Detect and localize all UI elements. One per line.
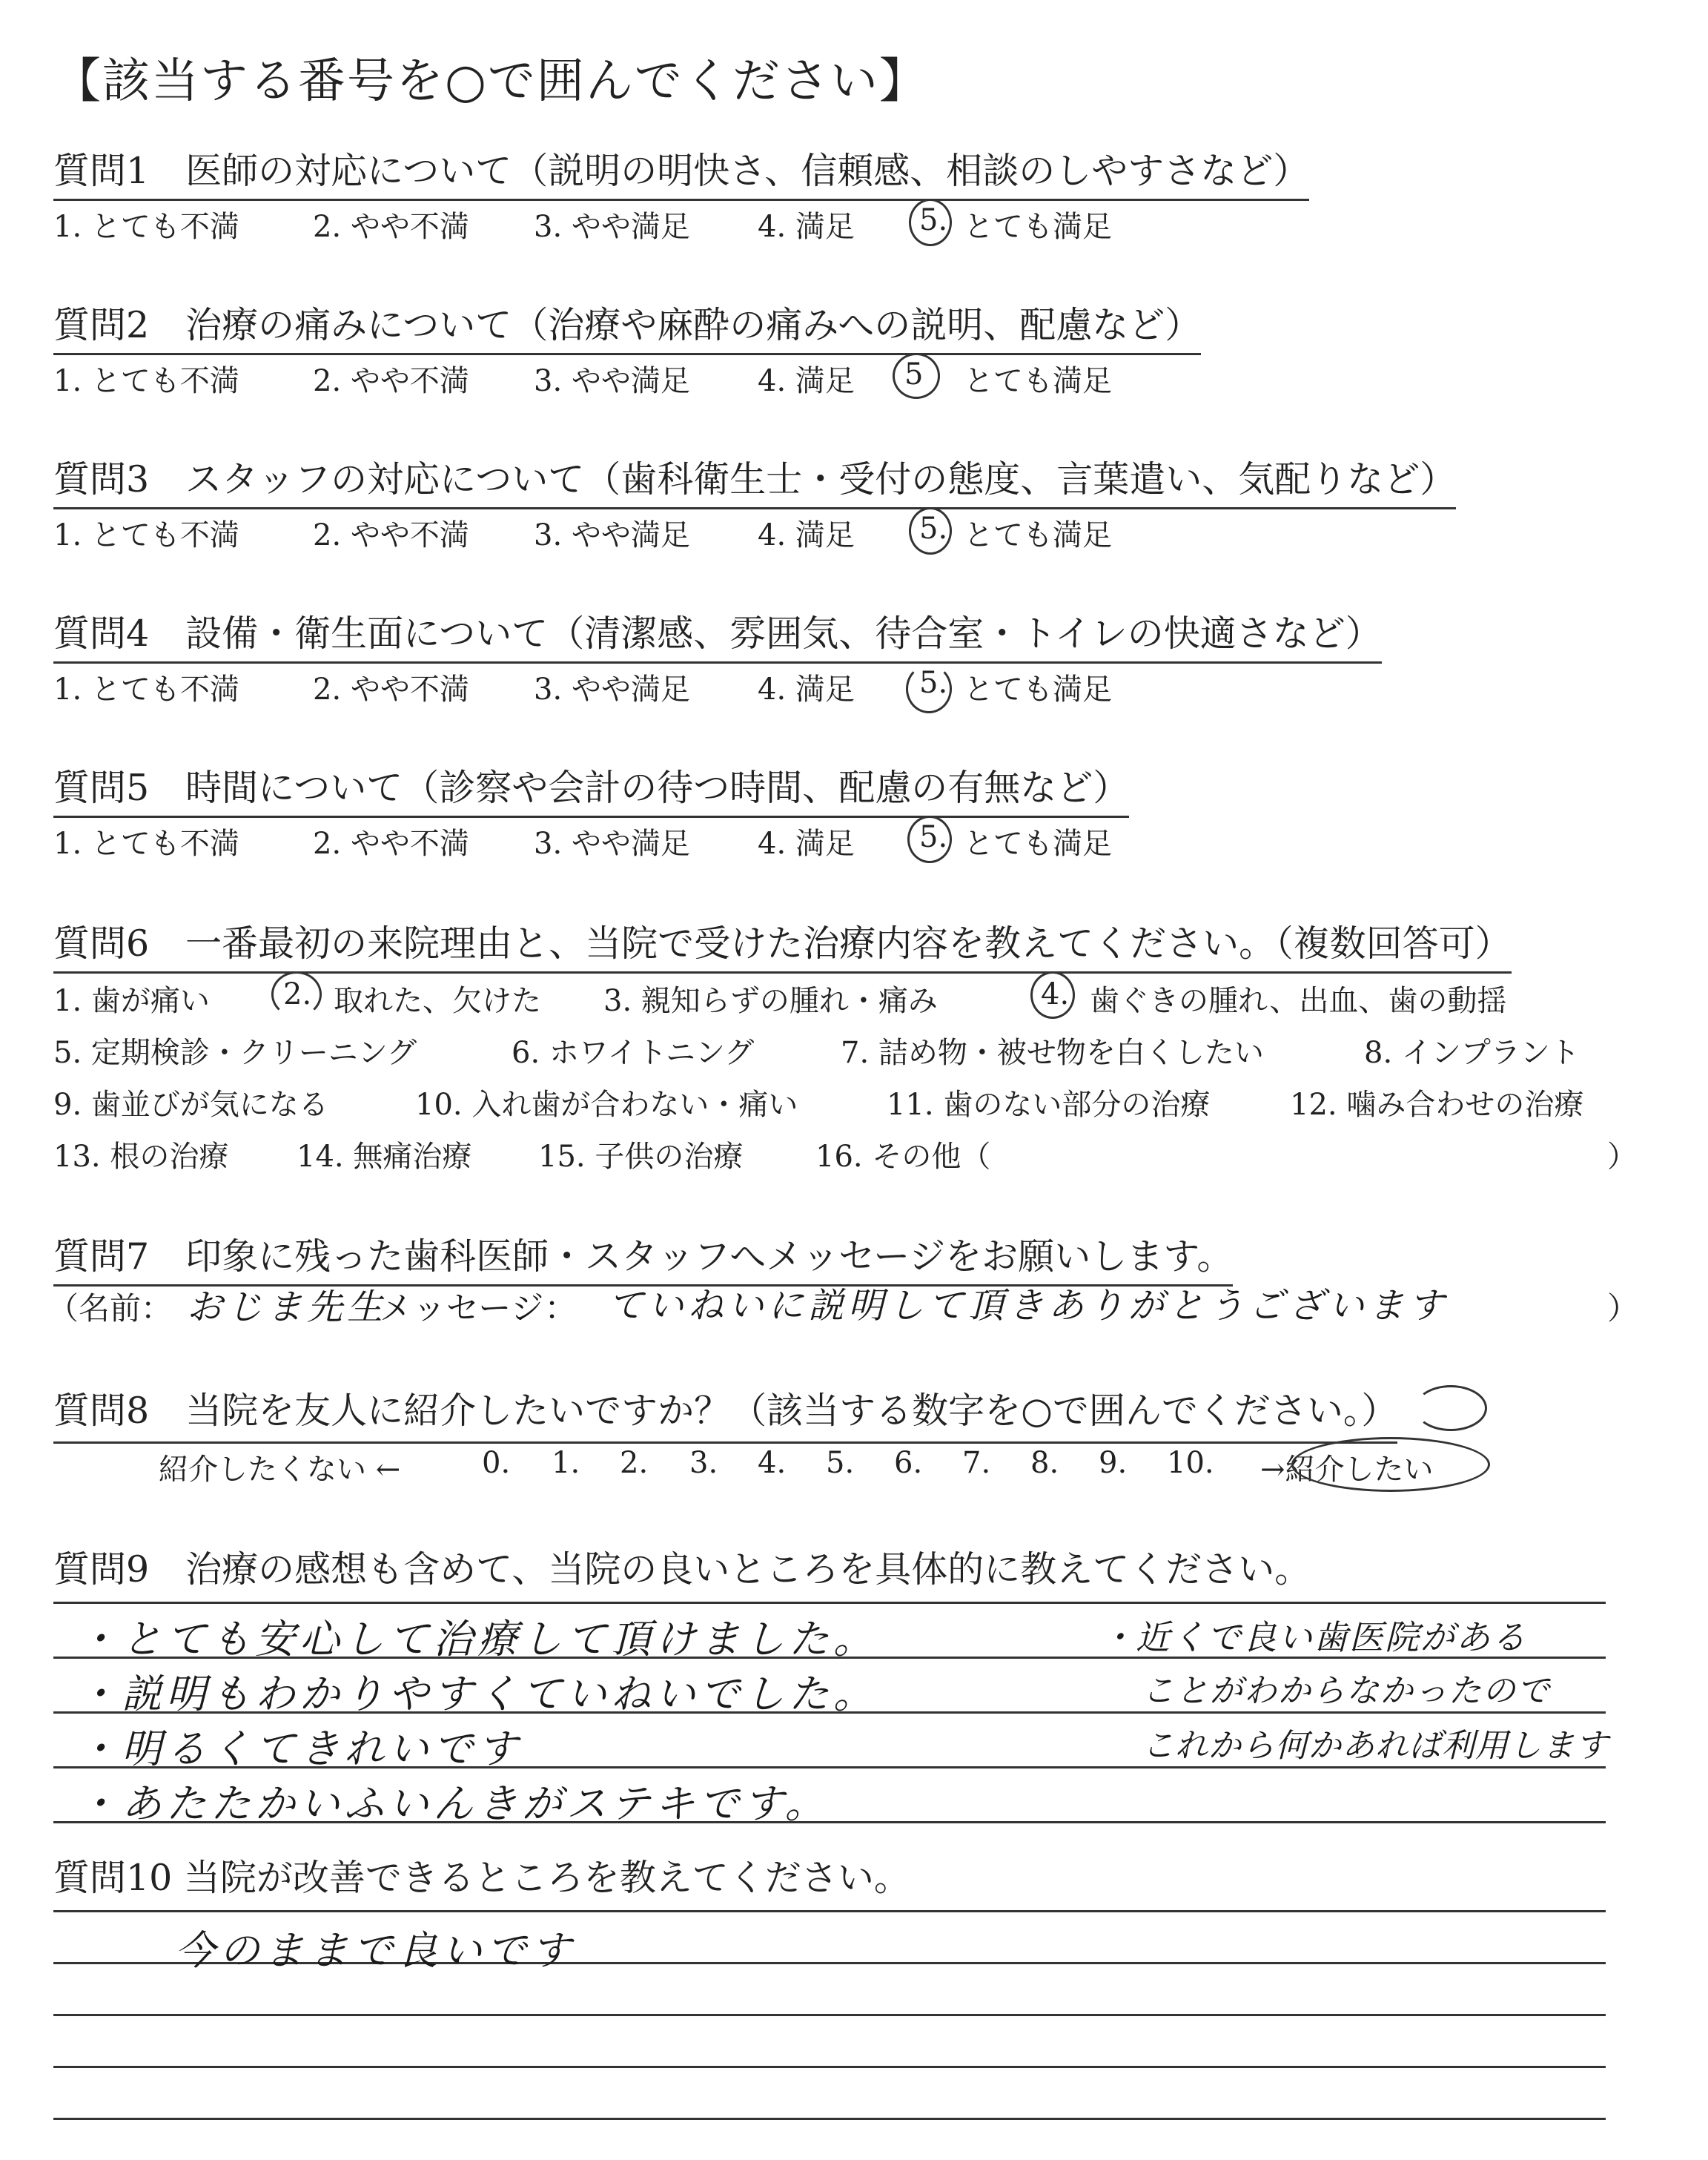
q10-line-rule-3: [53, 2014, 1606, 2016]
q6-option-2-circle: [271, 971, 322, 1017]
q6-option-3[interactable]: 3. 親知らずの腫れ・痛み: [603, 984, 938, 1018]
q5-option-5-label: とても満足: [964, 827, 1112, 861]
q8-selection-circle: [1291, 1437, 1490, 1492]
q1-option-5[interactable]: 5.: [919, 203, 948, 237]
q4-option-1[interactable]: 1. とても不満: [53, 673, 239, 707]
q6-option-9[interactable]: 9. 歯並びが気になる: [53, 1088, 328, 1122]
q3-option-5[interactable]: 5.: [919, 512, 948, 546]
q8-scale-6[interactable]: 6.: [894, 1446, 923, 1480]
q5-title: 質問5 時間について（診察や会計の待つ時間、配慮の有無など）: [53, 759, 1129, 818]
q7-message-label: メッセージ：: [380, 1289, 578, 1327]
q6-title: 質問6 一番最初の来院理由と、当院で受けた治療内容を教えてください。（複数回答可）: [53, 915, 1512, 974]
q4-option-5-label: とても満足: [964, 673, 1112, 707]
q6-option-16[interactable]: 16. その他（: [815, 1140, 991, 1174]
q1-option-5-label: とても満足: [964, 210, 1112, 244]
q7-name-value: おじま先生: [187, 1287, 388, 1328]
q4-selection-circle: [906, 664, 952, 713]
q9-answer-line-1: ・とても安心して治療して頂けました。: [77, 1616, 878, 1662]
q7-close-paren: ）: [1607, 1290, 1639, 1327]
q2-option-3[interactable]: 3. やや満足: [534, 364, 690, 398]
q3-option-1[interactable]: 1. とても不満: [53, 518, 239, 552]
q10-answer-line-1: 今のままで良いです: [175, 1927, 575, 1974]
q8-scale-8[interactable]: 8.: [1030, 1446, 1059, 1480]
q10-line-rule-4: [53, 2066, 1606, 2068]
q8-left-label: 紹介したくない ←: [159, 1453, 401, 1487]
q7-name-label: （名前：: [47, 1290, 173, 1327]
q5-option-2[interactable]: 2. やや不満: [313, 827, 469, 861]
q1-selection-circle: [909, 199, 952, 246]
q10-title: 質問10 当院が改善できるところを教えてください。: [53, 1857, 910, 1899]
q3-title: 質問3 スタッフの対応について（歯科衛生士・受付の態度、言葉遣い、気配りなど）: [53, 451, 1456, 509]
q8-scale-7[interactable]: 7.: [962, 1446, 991, 1480]
q6-option-10[interactable]: 10. 入れ歯が合わない・痛い: [415, 1088, 798, 1122]
q1-option-4[interactable]: 4. 満足: [758, 210, 855, 244]
q4-title: 質問4 設備・衛生面について（清潔感、雰囲気、待合室・トイレの快適さなど）: [53, 605, 1382, 664]
q8-title-circle-mark: [1414, 1385, 1487, 1431]
q8-scale-9[interactable]: 9.: [1099, 1446, 1128, 1480]
q6-option-6[interactable]: 6. ホワイトニング: [512, 1036, 755, 1070]
q3-selection-circle: [909, 507, 952, 555]
q6-option-5[interactable]: 5. 定期検診・クリーニング: [53, 1036, 417, 1070]
q9-side-line-1: ・近くで良い歯医院がある: [1100, 1617, 1527, 1657]
q9-side-line-3: これから何かあれば利用します: [1142, 1727, 1609, 1765]
q8-scale-0[interactable]: 0.: [482, 1446, 511, 1480]
q9-side-line-2: ことがわからなかったので: [1142, 1672, 1551, 1710]
q9-answer-line-4: ・あたたかいふいんきがステキです。: [77, 1780, 830, 1827]
q4-option-4[interactable]: 4. 満足: [758, 673, 855, 707]
q6-option-13[interactable]: 13. 根の治療: [53, 1140, 229, 1174]
q1-option-2[interactable]: 2. やや不満: [313, 210, 469, 244]
q3-option-4[interactable]: 4. 満足: [758, 518, 855, 552]
q1-title: 質問1 医師の対応について（説明の明快さ、信頼感、相談のしやすさなど）: [53, 142, 1309, 201]
q5-option-1[interactable]: 1. とても不満: [53, 827, 239, 861]
page-header: 【該当する番号を○で囲んでください】: [53, 54, 928, 109]
q6-option-7[interactable]: 7. 詰め物・被せ物を白くしたい: [841, 1036, 1264, 1070]
q5-option-4[interactable]: 4. 満足: [758, 827, 855, 861]
q8-scale-2[interactable]: 2.: [620, 1446, 649, 1480]
q4-option-3[interactable]: 3. やや満足: [534, 673, 690, 707]
q3-option-5-label: とても満足: [964, 518, 1112, 552]
q6-option-4-number[interactable]: 4.: [1041, 977, 1070, 1011]
q2-title: 質問2 治療の痛みについて（治療や麻酔の痛みへの説明、配慮など）: [53, 297, 1201, 355]
q10-line-rule-1: [53, 1910, 1606, 1912]
q2-option-1[interactable]: 1. とても不満: [53, 364, 239, 398]
q5-option-5[interactable]: 5.: [919, 820, 948, 854]
q5-option-3[interactable]: 3. やや満足: [534, 827, 690, 861]
q9-answer-line-2: ・説明もわかりやすくていねいでした。: [77, 1671, 878, 1717]
q6-other-close-paren: ）: [1607, 1140, 1637, 1174]
q6-option-1[interactable]: 1. 歯が痛い: [53, 984, 210, 1018]
q6-option-14[interactable]: 14. 無痛治療: [297, 1140, 472, 1174]
q7-message-value: ていねいに説明して頂きありがとうございます: [608, 1285, 1449, 1327]
q6-option-8[interactable]: 8. インプラント: [1364, 1036, 1580, 1070]
q2-option-4[interactable]: 4. 満足: [758, 364, 855, 398]
q2-selection-circle: [893, 353, 940, 399]
q8-right-label[interactable]: →紹介したい: [1260, 1453, 1434, 1487]
q1-option-1[interactable]: 1. とても不満: [53, 210, 239, 244]
q6-option-11[interactable]: 11. 歯のない部分の治療: [887, 1088, 1211, 1122]
q5-selection-circle: [907, 816, 952, 863]
q9-line-rule-1: [53, 1602, 1606, 1604]
q6-option-12[interactable]: 12. 噛み合わせの治療: [1290, 1088, 1584, 1122]
q8-scale-1[interactable]: 1.: [552, 1446, 580, 1480]
q8-title: 質問8 当院を友人に紹介したいですか？（該当する数字を○で囲んでください。）: [53, 1382, 1397, 1444]
q8-scale-10[interactable]: 10.: [1167, 1446, 1214, 1480]
q9-answer-line-3: ・明るくてきれいです: [77, 1725, 522, 1772]
q6-option-2-number[interactable]: 2.: [283, 977, 312, 1011]
q8-scale-3[interactable]: 3.: [689, 1446, 718, 1480]
q2-option-5[interactable]: 5: [904, 357, 924, 392]
q6-option-4-circle: [1030, 971, 1075, 1019]
q7-title: 質問7 印象に残った歯科医師・スタッフへメッセージをお願いします。: [53, 1228, 1233, 1287]
q3-option-2[interactable]: 2. やや不満: [313, 518, 469, 552]
q8-scale-4[interactable]: 4.: [758, 1446, 787, 1480]
q4-option-2[interactable]: 2. やや不満: [313, 673, 469, 707]
q4-option-5[interactable]: 5.: [919, 666, 948, 700]
q10-line-rule-5: [53, 2118, 1606, 2120]
q9-title: 質問9 治療の感想も含めて、当院の良いところを具体的に教えてください。: [53, 1548, 1311, 1591]
q6-option-15[interactable]: 15. 子供の治療: [538, 1140, 744, 1174]
q6-option-2-label: 取れた、欠けた: [334, 984, 541, 1018]
q2-option-5-label: とても満足: [964, 364, 1112, 398]
q6-option-4-label: 歯ぐきの腫れ、出血、歯の動揺: [1090, 984, 1507, 1018]
q3-option-3[interactable]: 3. やや満足: [534, 518, 690, 552]
q8-scale-5[interactable]: 5.: [826, 1446, 855, 1480]
q2-option-2[interactable]: 2. やや不満: [313, 364, 469, 398]
q1-option-3[interactable]: 3. やや満足: [534, 210, 690, 244]
